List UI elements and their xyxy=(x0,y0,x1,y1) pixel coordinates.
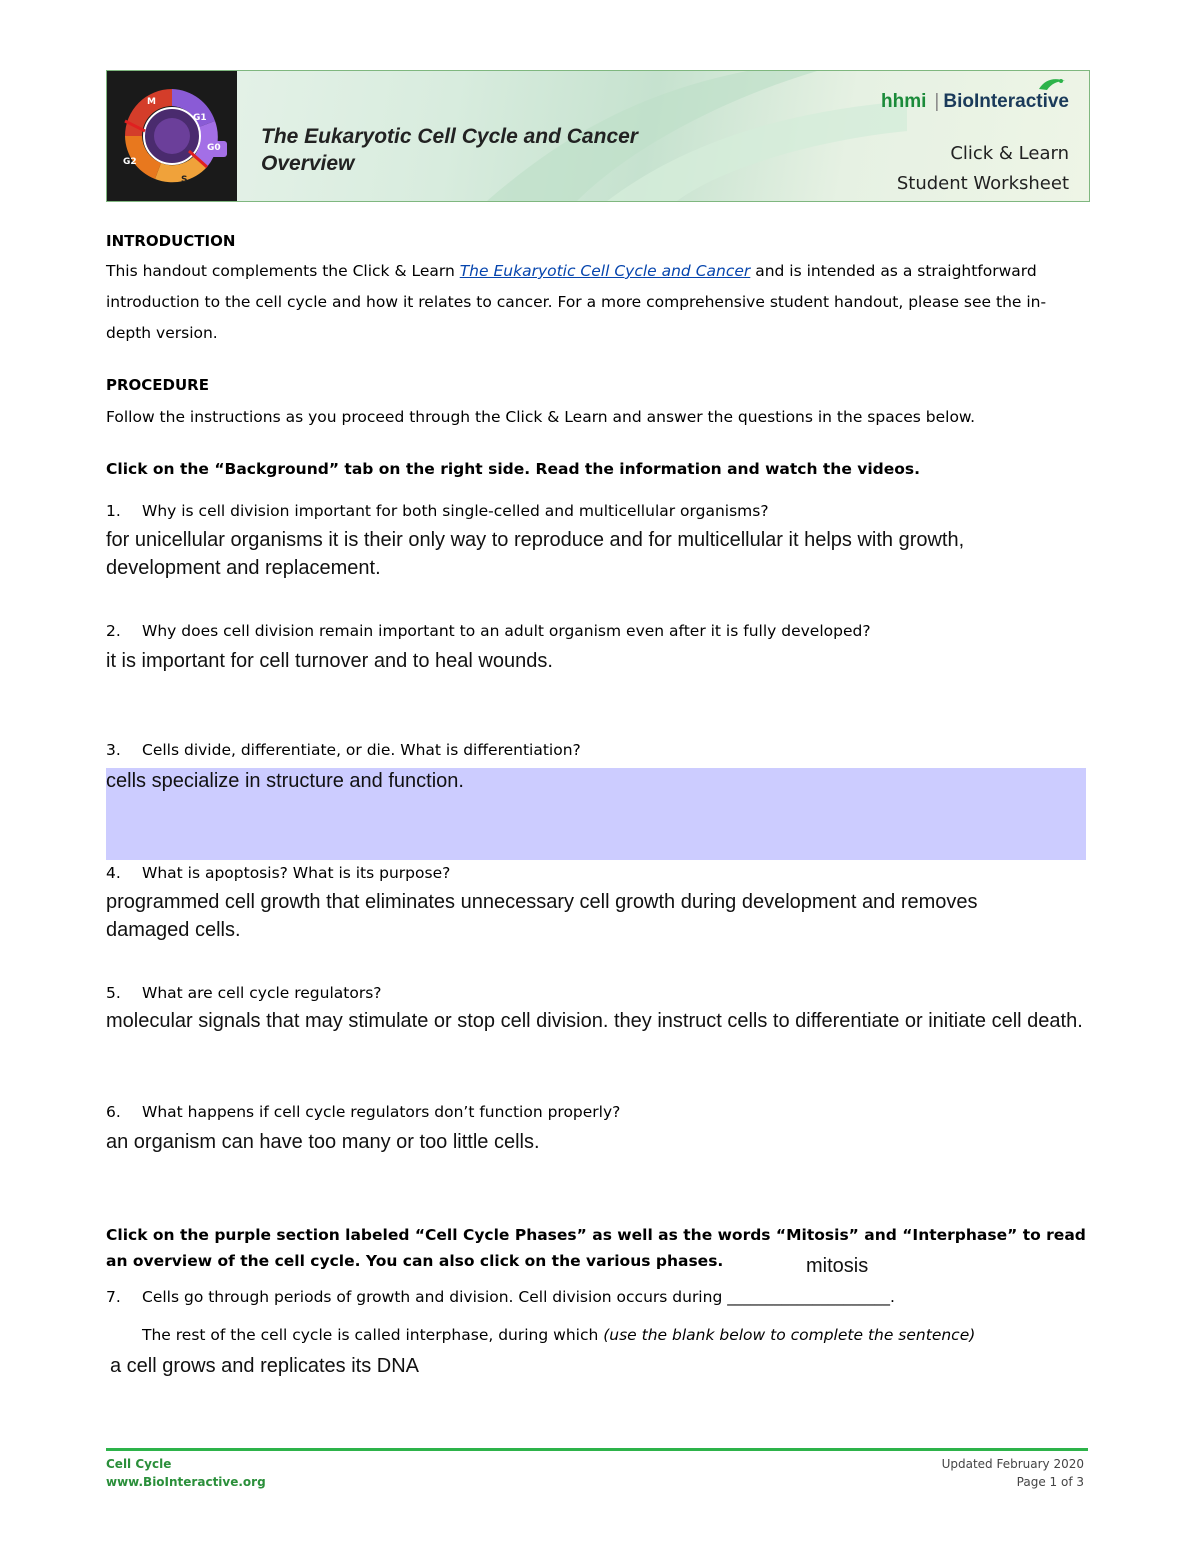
question-number: 4. xyxy=(106,864,121,882)
question-text: Why is cell division important for both single-celled and multicellular organisms? xyxy=(142,502,769,520)
intro-text-before: This handout complements the Click & Learn xyxy=(106,262,460,280)
answer-4-field[interactable]: programmed cell growth that eliminates unnecessary cell growth during development and removes damaged cells. xyxy=(106,891,978,941)
logo-brand: BioInteractive xyxy=(943,91,1069,112)
question-7-continuation xyxy=(142,1326,975,1344)
worksheet-title xyxy=(261,123,638,177)
question-text: What is apoptosis? What is its purpose? xyxy=(142,864,451,882)
question-text: Why does cell division remain important to an adult organism even after it is fully developed? xyxy=(142,622,871,640)
phase-label-g2: G2 xyxy=(123,157,137,167)
question-text: Cells divide, differentiate, or die. What is differentiation? xyxy=(142,741,581,759)
answer-7b-field[interactable]: a cell grows and replicates its DNA xyxy=(110,1355,420,1377)
answer-2-field[interactable]: it is important for cell turnover and to heal wounds. xyxy=(106,650,553,672)
header-sub-line-2: Student Worksheet xyxy=(896,173,1069,194)
phase-label-g1: G1 xyxy=(193,113,207,123)
question-number: 1. xyxy=(106,502,121,520)
cell-cycle-phases-instruction: Click on the purple section labeled “Cell Cycle Phases” as well as the words “Mitosis” and “Interphase” to read an overview of the cell cycle. You can also click on the various phases. xyxy=(106,1226,1086,1270)
footer-divider xyxy=(106,1448,1088,1451)
header-sub-line-1: Click & Learn xyxy=(950,143,1069,164)
footer-topic: Cell Cycle xyxy=(106,1457,172,1471)
footer-website-link[interactable]: www.BioInteractive.org xyxy=(106,1475,266,1489)
lizard-logo-icon xyxy=(1037,75,1067,93)
question-text: Cells go through periods of growth and division. Cell division occurs during xyxy=(142,1288,723,1306)
question-6 xyxy=(106,1103,620,1121)
header-subtitle xyxy=(897,139,1069,199)
question-text: What happens if cell cycle regulators don’t function properly? xyxy=(142,1103,621,1121)
click-and-learn-link[interactable]: The Eukaryotic Cell Cycle and Cancer xyxy=(459,262,751,280)
footer-updated: Updated February 2020 xyxy=(941,1457,1084,1471)
phase-label-g0: G0 xyxy=(207,143,221,153)
phase-label-s: S xyxy=(181,175,188,185)
question-number: 2. xyxy=(106,622,121,640)
answer-1-field[interactable]: for unicellular organisms it is their only way to reproduce and for multicellular it helps with growth, development and replacement. xyxy=(106,529,965,579)
question-1 xyxy=(106,502,769,520)
introduction-heading: INTRODUCTION xyxy=(106,232,236,250)
footer-page-number: Page 1 of 3 xyxy=(1016,1475,1084,1489)
footer-left xyxy=(106,1455,266,1491)
title-line-2: Overview xyxy=(261,152,355,175)
procedure-heading: PROCEDURE xyxy=(106,376,209,394)
question-7 xyxy=(106,1288,895,1306)
question-2 xyxy=(106,622,871,640)
hhmi-biointeractive-logo xyxy=(881,91,1069,113)
answer-3-field[interactable]: cells specialize in structure and function. xyxy=(106,770,464,792)
answer-5-field[interactable]: molecular signals that may stimulate or stop cell division. they instruct cells to differentiate or initiate cell death. xyxy=(106,1010,1083,1032)
answer-7-blank-line: _____________________. xyxy=(727,1288,895,1306)
logo-separator: | xyxy=(934,91,940,112)
question-4 xyxy=(106,864,450,882)
header-banner xyxy=(106,70,1090,202)
answer-6-field[interactable]: an organism can have too many or too little cells. xyxy=(106,1131,540,1153)
question-number: 7. xyxy=(106,1288,121,1306)
logo-hhmi: hhmi xyxy=(881,91,927,112)
introduction-paragraph xyxy=(106,256,1091,349)
intro-text-after: and is intended as a straightforward introduction to the cell cycle and how it relates to cancer. For a more comprehensive student handout, please see the in-depth version. xyxy=(106,262,1047,342)
background-instruction: Click on the “Background” tab on the right side. Read the information and watch the videos. xyxy=(106,460,921,478)
title-line-1: The Eukaryotic Cell Cycle and Cancer xyxy=(261,125,638,148)
question-number: 6. xyxy=(106,1103,121,1121)
cell-cycle-diagram-icon xyxy=(107,71,237,201)
phase-label-m: M xyxy=(147,97,156,107)
cell-cycle-diagram-image xyxy=(107,71,237,201)
q7-rest-italic: (use the blank below to complete the sentence) xyxy=(603,1326,976,1344)
procedure-text: Follow the instructions as you proceed through the Click & Learn and answer the questions in the spaces below. xyxy=(106,408,976,426)
q7-rest-text: The rest of the cell cycle is called interphase, during which xyxy=(142,1326,604,1344)
footer-right xyxy=(942,1455,1084,1491)
question-text: What are cell cycle regulators? xyxy=(142,984,382,1002)
question-number: 5. xyxy=(106,984,121,1002)
question-3 xyxy=(106,741,581,759)
question-number: 3. xyxy=(106,741,121,759)
question-5 xyxy=(106,984,382,1002)
answer-7-blank-value[interactable]: mitosis xyxy=(806,1255,869,1277)
